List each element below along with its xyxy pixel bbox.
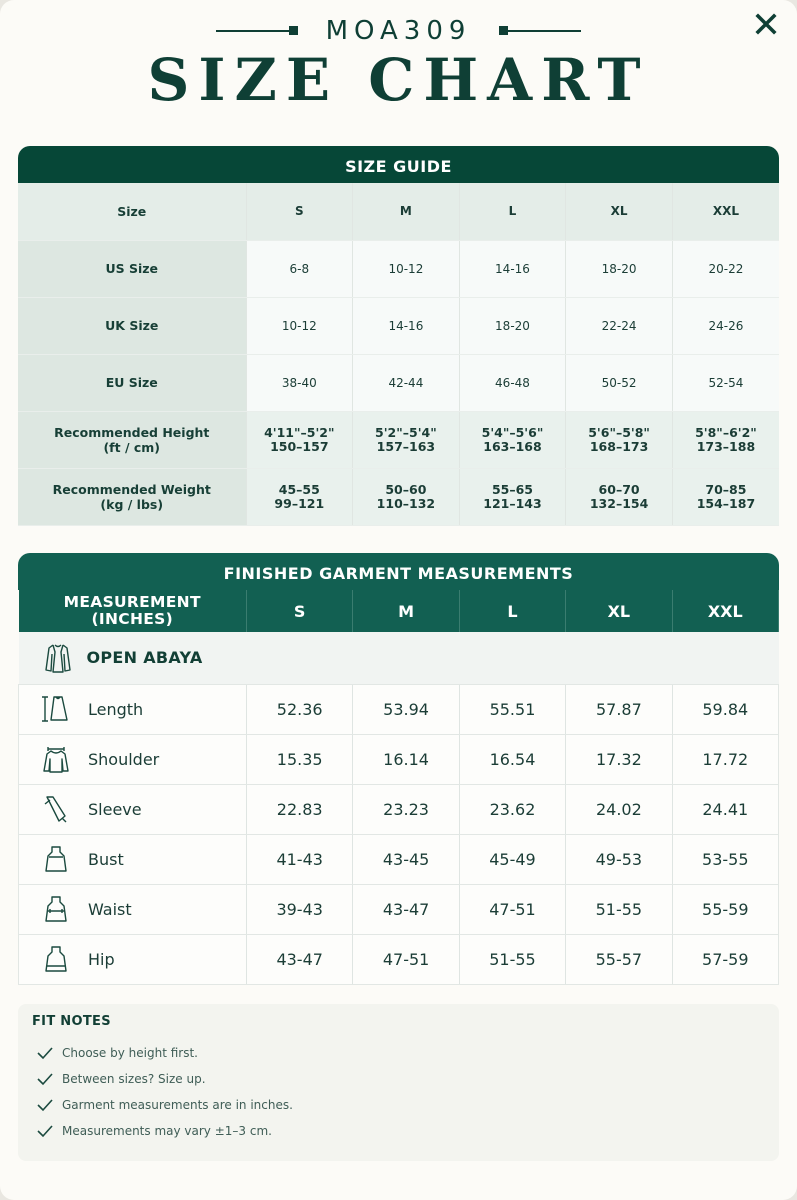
hip-icon — [41, 944, 71, 974]
row-label-us: US Size — [18, 240, 246, 297]
table-cell: 20-22 — [672, 240, 779, 297]
height-label-line1: Recommended Height — [54, 424, 210, 440]
table-row — [19, 734, 779, 784]
table-cell: 14-16 — [353, 297, 460, 354]
size-guide-table — [18, 183, 779, 526]
measurement-header-line1: MEASUREMENT — [63, 593, 201, 611]
table-row — [18, 468, 779, 525]
height-label-line2: (ft / cm) — [103, 439, 161, 455]
weight-kg: 50–60 — [385, 481, 427, 497]
check-icon — [36, 1124, 54, 1138]
height-ft: 5'2"–5'4" — [375, 424, 437, 440]
table-row — [18, 354, 779, 411]
table-row — [19, 834, 779, 884]
table-cell — [353, 468, 460, 525]
table-cell: 16.14 — [353, 734, 459, 784]
table-row — [18, 297, 779, 354]
table-row — [18, 240, 779, 297]
fit-note-text: Choose by height first. — [62, 1046, 198, 1060]
waist-icon — [41, 894, 71, 924]
table-cell: 49-53 — [566, 834, 672, 884]
table-cell: 57.87 — [566, 684, 672, 734]
size-col-m: M — [353, 590, 459, 632]
table-cell: 15.35 — [247, 734, 353, 784]
table-cell — [672, 411, 779, 468]
fit-note-text: Between sizes? Size up. — [62, 1072, 206, 1086]
fit-note-item — [36, 1046, 198, 1060]
table-cell: 52-54 — [672, 354, 779, 411]
row-label-bust — [19, 834, 247, 884]
table-cell: 52.36 — [247, 684, 353, 734]
measurement-label: Length — [88, 699, 144, 719]
table-cell: 47-51 — [353, 934, 459, 984]
sleeve-icon — [41, 794, 71, 824]
size-col-m: M — [353, 183, 460, 240]
table-cell: 43-47 — [247, 934, 353, 984]
height-ft: 4'11"–5'2" — [264, 424, 335, 440]
size-col-xxl: XXL — [672, 183, 779, 240]
fit-note-item — [36, 1124, 272, 1138]
table-cell: 53.94 — [353, 684, 459, 734]
height-ft: 5'4"–5'6" — [481, 424, 544, 440]
table-cell: 51-55 — [459, 934, 565, 984]
table-cell: 6-8 — [246, 240, 353, 297]
table-cell: 55-59 — [672, 884, 778, 934]
table-cell — [459, 468, 566, 525]
table-cell: 41-43 — [247, 834, 353, 884]
size-col-xl: XL — [566, 183, 673, 240]
table-cell: 46-48 — [459, 354, 566, 411]
fit-notes-panel — [18, 1004, 779, 1161]
table-cell: 43-45 — [353, 834, 459, 884]
table-row — [19, 934, 779, 984]
measurement-header-label — [19, 590, 247, 632]
bust-icon — [41, 844, 71, 874]
weight-lbs: 132–154 — [589, 495, 649, 511]
table-row — [18, 411, 779, 468]
row-label-sleeve — [19, 784, 247, 834]
section-label: OPEN ABAYA — [86, 648, 203, 668]
fit-note-item — [36, 1072, 206, 1086]
size-col-s: S — [246, 183, 353, 240]
table-row — [19, 884, 779, 934]
table-cell — [672, 468, 779, 525]
size-col-s: S — [247, 590, 353, 632]
table-cell — [459, 411, 566, 468]
table-cell — [353, 411, 460, 468]
table-row — [19, 684, 779, 734]
row-label-waist — [19, 884, 247, 934]
length-icon — [41, 694, 71, 724]
height-cm: 150–157 — [270, 438, 329, 454]
measurement-label: Bust — [88, 849, 124, 869]
table-cell: 17.32 — [566, 734, 672, 784]
page-title: SIZE CHART — [147, 46, 650, 114]
close-icon — [755, 13, 777, 35]
table-row — [19, 784, 779, 834]
table-cell: 51-55 — [566, 884, 672, 934]
row-label-eu: EU Size — [18, 354, 246, 411]
table-cell: 10-12 — [246, 297, 353, 354]
table-row — [18, 183, 779, 240]
row-label-length — [19, 684, 247, 734]
height-ft: 5'8"–6'2" — [695, 424, 757, 440]
table-cell: 55.51 — [459, 684, 565, 734]
height-cm: 157–163 — [376, 438, 436, 454]
shoulder-icon — [41, 744, 71, 774]
table-cell: 23.62 — [459, 784, 565, 834]
row-label-uk: UK Size — [18, 297, 246, 354]
fit-notes-title: FIT NOTES — [32, 1014, 111, 1029]
size-header-label: Size — [18, 183, 246, 240]
weight-label-line2: (kg / lbs) — [100, 496, 164, 512]
close-button[interactable] — [750, 8, 782, 40]
weight-lbs: 99–121 — [274, 495, 325, 511]
table-cell: 17.72 — [672, 734, 778, 784]
table-cell: 22.83 — [247, 784, 353, 834]
weight-lbs: 121–143 — [483, 495, 542, 511]
fit-note-text: Measurements may vary ±1–3 cm. — [62, 1124, 272, 1138]
size-col-xxl: XXL — [672, 590, 778, 632]
section-row — [19, 632, 779, 684]
table-row — [19, 590, 779, 632]
check-icon — [36, 1072, 54, 1086]
table-cell — [246, 468, 353, 525]
height-cm: 168–173 — [589, 438, 649, 454]
height-cm: 163–168 — [483, 438, 542, 454]
row-label-shoulder — [19, 734, 247, 784]
table-cell: 50-52 — [566, 354, 673, 411]
row-label-height — [18, 411, 246, 468]
weight-kg: 55–65 — [491, 481, 533, 497]
table-cell: 39-43 — [247, 884, 353, 934]
size-col-l: L — [459, 183, 566, 240]
weight-lbs: 110–132 — [376, 495, 436, 511]
measurement-header-line2: (INCHES) — [91, 610, 173, 628]
table-cell: 16.54 — [459, 734, 565, 784]
fit-note-item — [36, 1098, 293, 1112]
table-cell: 22-24 — [566, 297, 673, 354]
size-col-xl: XL — [566, 590, 672, 632]
brand-divider-left — [216, 30, 296, 32]
table-cell: 24.41 — [672, 784, 778, 834]
table-cell — [246, 411, 353, 468]
weight-lbs: 154–187 — [696, 495, 756, 511]
table-cell: 45-49 — [459, 834, 565, 884]
section-cell — [19, 632, 779, 684]
brand-name: MOA309 — [325, 16, 472, 46]
measurement-label: Hip — [88, 949, 115, 969]
measurement-label: Sleeve — [88, 799, 142, 819]
table-cell: 14-16 — [459, 240, 566, 297]
table-cell: 59.84 — [672, 684, 778, 734]
measurements-table — [18, 590, 779, 985]
table-cell: 10-12 — [353, 240, 460, 297]
table-cell — [566, 468, 673, 525]
abaya-icon — [43, 642, 73, 674]
table-cell: 38-40 — [246, 354, 353, 411]
height-cm: 173–188 — [696, 438, 756, 454]
brand-row — [0, 14, 797, 48]
measurement-label: Waist — [88, 899, 132, 919]
size-col-l: L — [459, 590, 565, 632]
table-cell: 47-51 — [459, 884, 565, 934]
table-cell: 24.02 — [566, 784, 672, 834]
weight-kg: 60–70 — [598, 481, 640, 497]
brand-divider-right — [501, 30, 581, 32]
table-cell: 42-44 — [353, 354, 460, 411]
fit-note-text: Garment measurements are in inches. — [62, 1098, 293, 1112]
check-icon — [36, 1098, 54, 1112]
table-cell: 55-57 — [566, 934, 672, 984]
size-guide-header: SIZE GUIDE — [18, 146, 779, 183]
table-cell: 23.23 — [353, 784, 459, 834]
check-icon — [36, 1046, 54, 1060]
table-cell: 57-59 — [672, 934, 778, 984]
weight-label-line1: Recommended Weight — [52, 481, 211, 497]
table-cell — [566, 411, 673, 468]
weight-kg: 45–55 — [278, 481, 320, 497]
height-ft: 5'6"–5'8" — [588, 424, 650, 440]
measurements-header: FINISHED GARMENT MEASUREMENTS — [18, 553, 779, 590]
row-label-weight — [18, 468, 246, 525]
row-label-hip — [19, 934, 247, 984]
table-cell: 18-20 — [459, 297, 566, 354]
measurement-label: Shoulder — [88, 749, 160, 769]
table-cell: 53-55 — [672, 834, 778, 884]
weight-kg: 70–85 — [705, 481, 747, 497]
table-cell: 24-26 — [672, 297, 779, 354]
table-cell: 43-47 — [353, 884, 459, 934]
table-cell: 18-20 — [566, 240, 673, 297]
